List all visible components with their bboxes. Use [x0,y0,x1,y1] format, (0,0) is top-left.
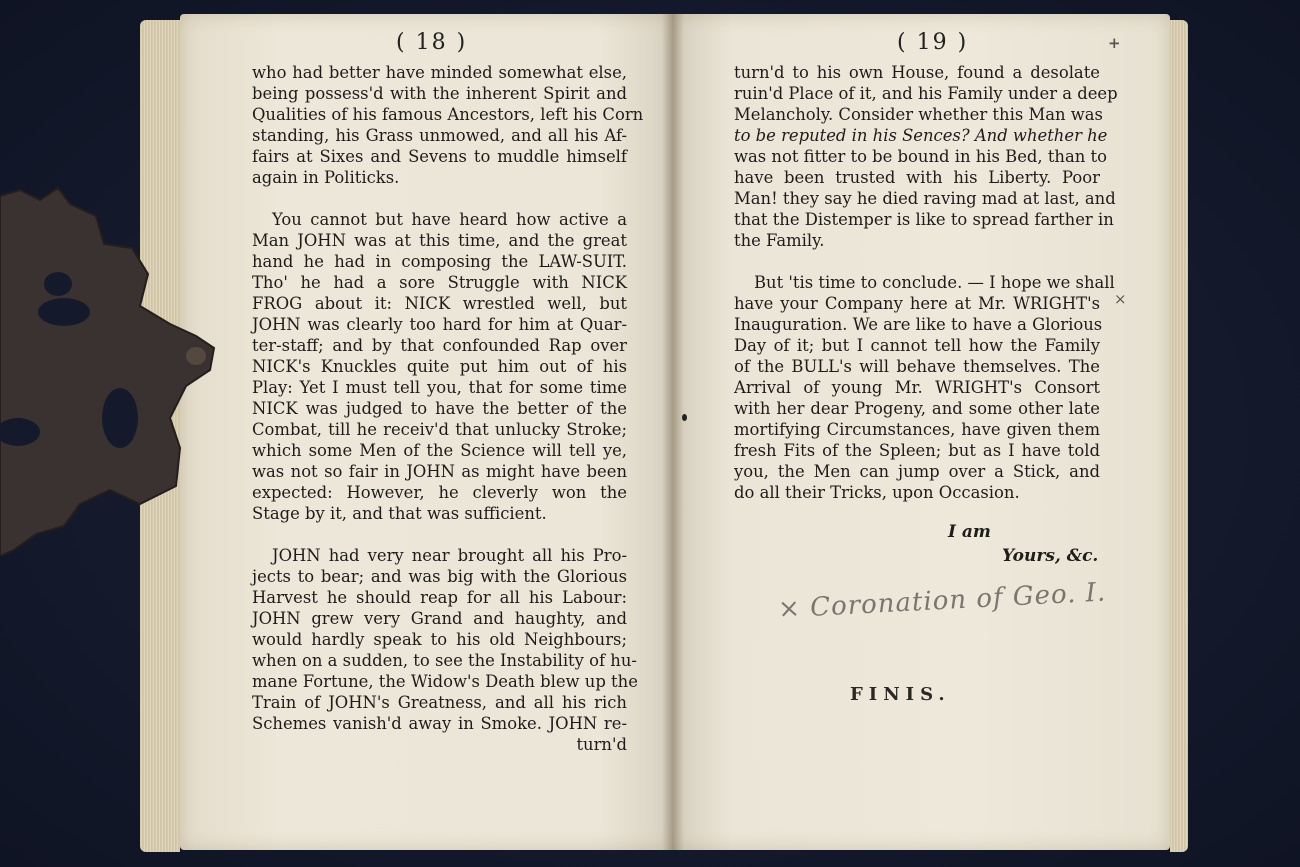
text-line: Man JOHN was at this time, and the great [252,231,627,250]
text-line: Inauguration. We are like to have a Glorious [734,315,1103,334]
left-page-number: ( 18 ) [396,30,468,55]
closing-i-am: I am [948,522,991,542]
text-line: hand he had in composing the LAW-SUIT. [252,252,627,271]
text-line: was not fitter to be bound in his Bed, than to [734,147,1107,166]
text-line: jects to bear; and was big with the Glorious [252,567,627,586]
text-line: which some Men of the Science will tell ye, [252,441,627,460]
margin-cross-mark: × [1114,290,1127,308]
text-line: fresh Fits of the Spleen; but as I have told [734,441,1100,460]
right-paragraph-2 [734,272,1115,503]
text-line: have your Company here at Mr. WRIGHT's [734,294,1100,313]
right-page-number: ( 19 ) [897,30,969,55]
right-paragraph-1 [734,62,1118,251]
text-line: Combat, till he receiv'd that unlucky Stroke; [252,420,627,439]
open-book [140,14,1188,852]
text-line: Qualities of his famous Ancestors, left his Corn [252,105,644,124]
text-line: FROG about it: NICK wrestled well, but [252,294,627,313]
left-paragraph-1 [252,62,644,188]
text-line: NICK's Knuckles quite put him out of his [252,357,627,376]
text-line: turn'd to his own House, found a desolate [734,63,1100,82]
bookmark-clip-shape [0,188,214,556]
metal-bookmark-clip [0,186,220,556]
text-line: ruin'd Place of it, and his Family under a deep [734,84,1118,103]
pencil-annotation: × Coronation of Geo. I. [777,577,1107,625]
book-gutter [662,14,684,850]
text-line: fairs at Sixes and Sevens to muddle himself [252,147,627,166]
finis-heading: FINIS. [850,684,951,705]
left-paragraph-3 [252,545,638,734]
corner-mark: + [1108,34,1121,52]
text-line: Train of JOHN's Greatness, and all his rich [252,693,627,712]
text-line: who had better have minded somewhat else, [252,63,627,82]
text-line: mane Fortune, the Widow's Death blew up the [252,672,638,691]
text-line: have been trusted with his Liberty. Poor [734,168,1100,187]
text-line: JOHN was clearly too hard for him at Quar- [252,315,627,334]
text-line: do all their Tricks, upon Occasion. [734,483,1020,502]
text-line: that the Distemper is like to spread farther in [734,210,1114,229]
text-line: Stage by it, and that was sufficient. [252,504,547,523]
text-line: with her dear Progeny, and some other late [734,399,1100,418]
text-line: JOHN grew very Grand and haughty, and [252,609,627,628]
text-line: NICK was judged to have the better of the [252,399,627,418]
text-line: being possess'd with the inherent Spirit and [252,84,627,103]
text-line: ter-staff; and by that confounded Rap over [252,336,627,355]
text-line: Arrival of young Mr. WRIGHT's Consort [734,378,1100,397]
right-page [672,14,1170,850]
text-line: Day of it; but I cannot tell how the Family [734,336,1100,355]
text-line: You cannot but have heard how active a [272,210,627,229]
text-line: But 'tis time to conclude. — I hope we shall [754,273,1115,292]
text-line: standing, his Grass unmowed, and all his Af- [252,126,627,145]
left-paragraph-2 [252,209,627,524]
text-line: mortifying Circumstances, have given them [734,420,1100,439]
text-line: would hardly speak to his old Neighbours; [252,630,627,649]
text-line: was not so fair in JOHN as might have been [252,462,627,481]
text-line: again in Politicks. [252,168,400,187]
text-line: when on a sudden, to see the Instability of hu- [252,651,637,670]
text-line: Schemes vanish'd away in Smoke. JOHN re- [252,714,627,733]
text-line: Man! they say he died raving mad at last, and [734,189,1116,208]
text-line: Play: Yet I must tell you, that for some time [252,378,627,397]
left-page-text [252,62,644,755]
text-line: Harvest he should reap for all his Labour: [252,588,627,607]
text-line: Melancholy. Consider whether this Man was [734,105,1103,124]
text-line: Tho' he had a sore Struggle with NICK [252,273,627,292]
right-page-edges [1170,20,1188,852]
closing-yours: Yours, &c. [1002,546,1099,566]
text-line: to be reputed in his Sences? And whether he [734,126,1108,145]
text-line: the Family. [734,231,825,250]
text-line: of the BULL's will behave themselves. The [734,357,1100,376]
text-line: you, the Men can jump over a Stick, and [734,462,1100,481]
left-page [180,14,672,850]
catchword: turn'd [576,735,627,754]
right-page-text [734,62,1118,503]
text-line: expected: However, he cleverly won the [252,483,627,502]
text-line: JOHN had very near brought all his Pro- [272,546,627,565]
